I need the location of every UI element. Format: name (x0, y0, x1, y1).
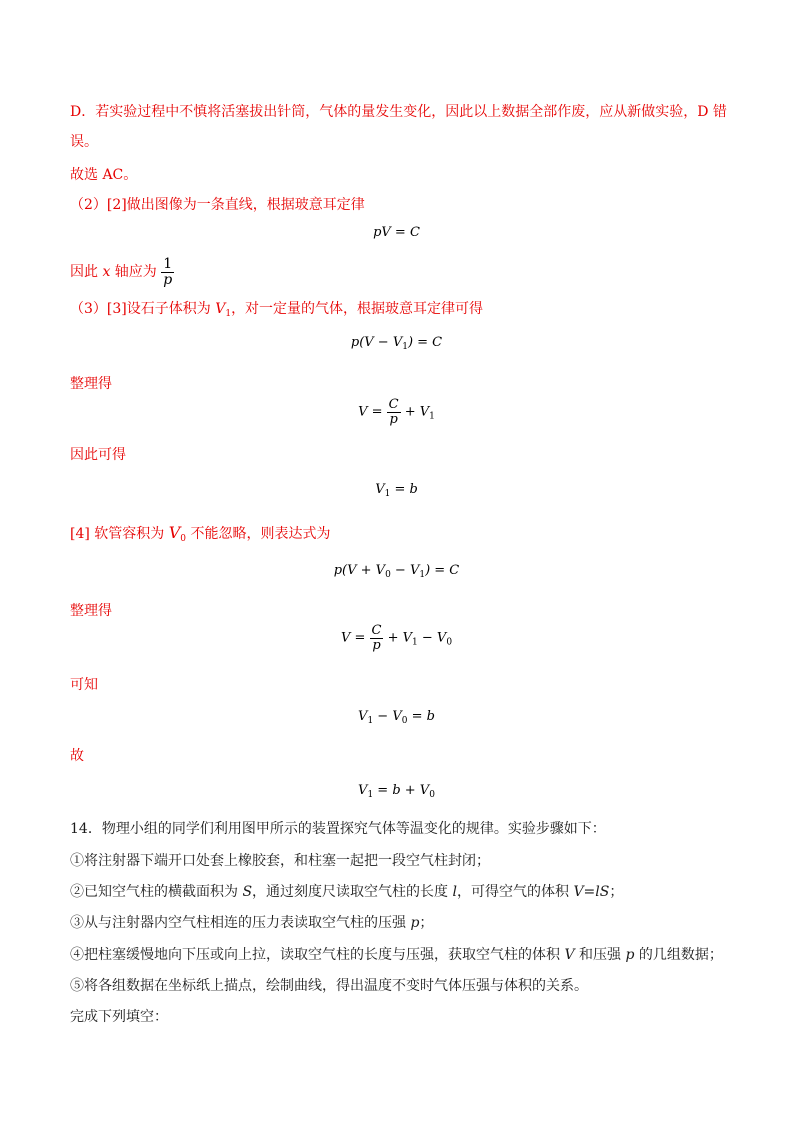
answer-tidy-1: 整理得 (70, 376, 112, 392)
eq6-denominator: p (372, 637, 381, 653)
eq6-lhs: V = (340, 630, 366, 646)
step2-c: ，可得空气的体积 (456, 884, 574, 900)
question-step-1: ①将注射器下端开口处套上橡胶套，和柱塞一起把一段空气柱封闭； (70, 853, 490, 869)
eq4-sub: 1 (384, 489, 391, 499)
step2-b: ，通过刻度尺读取空气柱的长度 (252, 884, 453, 900)
xaxis-mid: 轴应为 (110, 264, 157, 280)
eq7-c: = b (407, 709, 435, 724)
step3-a: ③从与注射器内空气柱相连的压力表读取空气柱的压强 (70, 915, 411, 931)
eq3-rhs: + V (404, 404, 430, 420)
answer-part4-text (70, 522, 733, 550)
step2-v: V=lS (573, 884, 610, 900)
eq2-a: p(V − V (350, 335, 403, 350)
eq8-sub0: 0 (429, 790, 435, 800)
eq7-a: V (358, 709, 368, 724)
question-step-5: ⑤将各组数据在坐标纸上描点，绘制曲线，得出温度不变时气体压强与体积的关系。 (70, 978, 588, 994)
equation-p-v-minus-v1 (0, 335, 793, 352)
equation-v1-minus-v0-b (0, 709, 793, 726)
xaxis-prefix: 因此 (70, 264, 103, 280)
step2-d: ； (609, 884, 624, 900)
eq7-sub0: 0 (401, 716, 408, 726)
fraction-denominator: p (163, 271, 173, 288)
xaxis-variable: x (102, 264, 111, 280)
equation-pv-c: pV = C (373, 225, 420, 240)
step3-p: p (410, 915, 420, 931)
eq6-sub0: 0 (446, 637, 453, 648)
equation-v-c-over-p-plus-v1 (0, 398, 793, 426)
equation-v-c-over-p-plus-v1-minus-v0 (0, 624, 793, 652)
eq3-numerator: C (388, 397, 399, 412)
eq5-sub0: 0 (385, 570, 391, 580)
part3-var: V (215, 301, 226, 317)
answer-d-line2: 误。 (70, 134, 98, 150)
eq3-sub: 1 (429, 411, 435, 422)
eq6-numerator: C (371, 623, 382, 638)
step4-b: 和压强 (574, 947, 626, 963)
part3-sub: 1 (225, 309, 232, 319)
part4-sub: 0 (180, 534, 187, 544)
eq3-fraction (387, 398, 401, 426)
answer-choice: 故选 AC。 (70, 167, 138, 183)
fraction-numerator: 1 (161, 257, 174, 273)
eq6-fraction (370, 624, 384, 652)
eq4-a: V (375, 482, 385, 497)
step4-v: V (564, 947, 575, 963)
eq3-denominator: p (389, 411, 398, 427)
part4-var: V (168, 523, 181, 542)
eq8-a: V (358, 783, 368, 798)
equation-v1-b (0, 482, 793, 499)
eq5-b: − V (390, 563, 420, 578)
eq6-b: + V (387, 630, 413, 646)
part4-text-b: 不能忽略，则表达式为 (186, 526, 331, 542)
step2-s: S (242, 884, 253, 900)
eq3-lhs: V = (358, 404, 383, 420)
eq4-b: = b (390, 482, 418, 497)
eq8-sub1: 1 (367, 790, 374, 800)
step2-a: ②已知空气柱的横截面积为 (70, 884, 243, 900)
eq7-sub1: 1 (367, 716, 374, 726)
step2-l: l (452, 884, 457, 900)
eq2-b: ) = C (407, 335, 443, 350)
eq2-sub: 1 (402, 342, 408, 352)
equation-p-v-plus-v0-minus-v1 (0, 563, 793, 580)
eq8-b: = b + V (373, 783, 430, 798)
part3-text-b: ，对一定量的气体，根据玻意耳定律可得 (231, 301, 484, 317)
answer-tidy-2: 整理得 (70, 603, 112, 619)
answer-part3-text (70, 298, 733, 325)
part3-text-a: （3）[3]设石子体积为 (70, 301, 216, 317)
answer-part2-text: （2）[2]做出图像为一条直线，根据玻意耳定律 (70, 197, 365, 213)
answer-d-line1: D．若实验过程中不慎将活塞拔出针筒，气体的量发生变化，因此以上数据全部作废，应从新做实验，D 错 (70, 104, 727, 120)
eq5-sub1: 1 (419, 570, 426, 580)
question-stem: 14．物理小组的同学们利用图甲所示的装置探究气体等温变化的规律。实验步骤如下： (70, 821, 606, 837)
eq7-b: − V (373, 709, 402, 724)
part4-text-a: [4] 软管容积为 (70, 526, 169, 542)
question-fill-prompt: 完成下列填空： (70, 1009, 168, 1025)
question-step-2 (70, 881, 733, 903)
fraction-one-over-p (161, 257, 174, 287)
question-step-4 (70, 944, 733, 966)
question-step-3 (70, 912, 733, 934)
answer-xaxis-line (70, 256, 733, 288)
answer-know: 可知 (70, 677, 98, 693)
answer-so-1: 因此可得 (70, 447, 126, 463)
step4-c: 的几组数据； (634, 947, 723, 963)
equation-v1-b-plus-v0 (0, 783, 793, 800)
eq5-a: p(V + V (333, 563, 386, 578)
answer-therefore: 故 (70, 748, 84, 764)
eq5-c: ) = C (425, 563, 460, 578)
step4-a: ④把柱塞缓慢地向下压或向上拉，读取空气柱的长度与压强，获取空气柱的体积 (70, 947, 565, 963)
step4-p: p (625, 947, 635, 963)
step3-b: ； (419, 915, 434, 931)
eq6-c: − V (417, 630, 447, 646)
eq6-sub1: 1 (412, 637, 418, 648)
